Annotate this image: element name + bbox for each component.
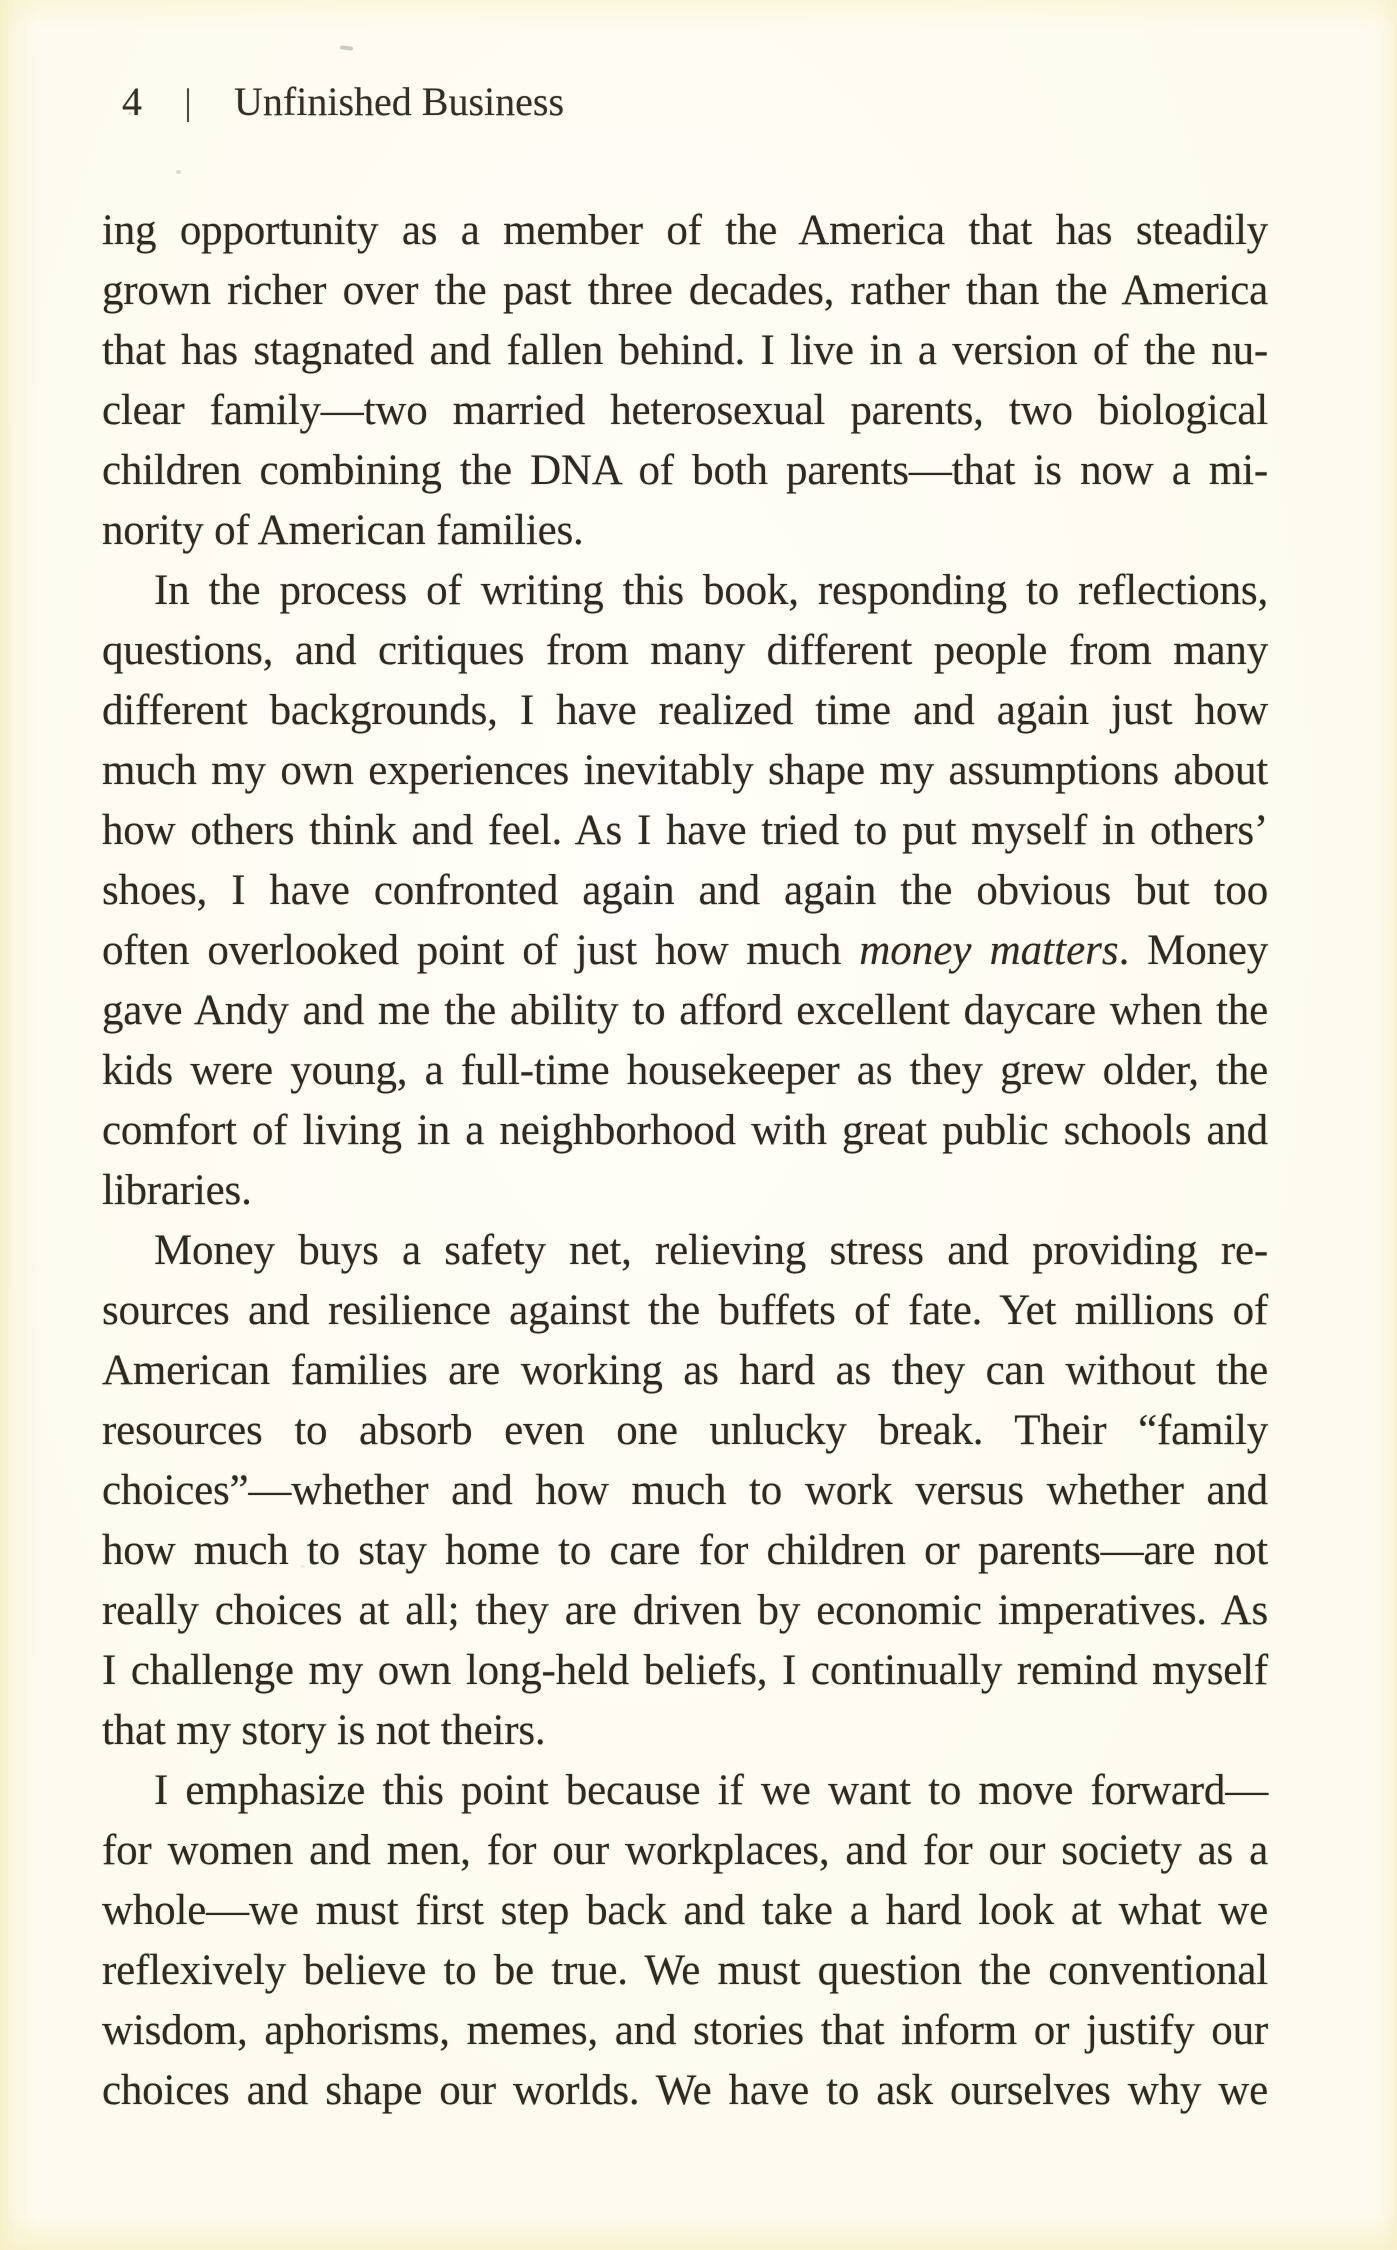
scan-speck <box>176 170 181 174</box>
header-separator: | <box>184 80 193 123</box>
text-line: sources and resilience against the buffets of fate. Yet millions of <box>102 1287 1268 1334</box>
text-line: resources to absorb even one unlucky break. Their “family <box>102 1407 1268 1454</box>
text-line: clear family—two married heterosexual parents, two biological <box>102 387 1268 434</box>
scan-speck <box>128 112 132 115</box>
emphasized-text: money matters <box>859 927 1119 974</box>
scan-speck <box>340 45 353 51</box>
text-line: grown richer over the past three decades, rather than the America <box>102 267 1268 314</box>
text-line: American families are working as hard as they can without the <box>102 1347 1268 1394</box>
text-segment: . Money <box>1118 927 1269 974</box>
text-line: whole—we must first step back and take a hard look at what we <box>102 1887 1268 1934</box>
text-line: questions, and critiques from many different people from many <box>102 627 1268 674</box>
text-line: shoes, I have confronted again and again the obvious but too <box>102 867 1268 914</box>
running-title: Unfinished Business <box>234 79 565 124</box>
text-line: comfort of living in a neighborhood with great public schools and <box>102 1107 1268 1154</box>
text-line: libraries. <box>102 1167 252 1214</box>
text-segment: often overlooked point of just how much <box>102 927 860 974</box>
text-line: kids were young, a full-time housekeeper as they grew older, the <box>102 1047 1268 1094</box>
text-line: In the process of writing this book, responding to reflections, <box>154 567 1268 614</box>
text-line: reflexively believe to be true. We must question the conventional <box>102 1947 1268 1994</box>
text-line: choices”—whether and how much to work versus whether and <box>102 1467 1268 1514</box>
text-line: gave Andy and me the ability to afford excellent daycare when the <box>102 987 1268 1034</box>
text-line: children combining the DNA of both parents—that is now a mi- <box>102 447 1268 494</box>
text-line: wisdom, aphorisms, memes, and stories that inform or justify our <box>102 2007 1268 2054</box>
scan-speck <box>300 1565 305 1568</box>
body-text <box>102 201 1268 2121</box>
text-line <box>102 921 1268 981</box>
text-line: choices and shape our worlds. We have to ask ourselves why we <box>102 2067 1268 2114</box>
page-number: 4 <box>122 79 142 124</box>
text-line: ing opportunity as a member of the America that has steadily <box>102 207 1268 254</box>
text-line: different backgrounds, I have realized time and again just how <box>102 687 1268 734</box>
running-header <box>122 80 564 124</box>
text-line: that has stagnated and fallen behind. I live in a version of the nu- <box>102 327 1268 374</box>
text-line: Money buys a safety net, relieving stress and providing re- <box>154 1227 1268 1274</box>
text-line: for women and men, for our workplaces, and for our society as a <box>102 1827 1268 1874</box>
text-line: that my story is not theirs. <box>102 1707 546 1754</box>
text-line: I challenge my own long-held beliefs, I continually remind myself <box>102 1647 1268 1694</box>
text-line: how much to stay home to care for children or parents—are not <box>102 1527 1268 1574</box>
text-line: nority of American families. <box>102 507 584 554</box>
text-line: much my own experiences inevitably shape my assumptions about <box>102 747 1268 794</box>
text-line: how others think and feel. As I have tried to put myself in others’ <box>102 807 1268 854</box>
text-line: I emphasize this point because if we want to move forward— <box>154 1767 1268 1814</box>
text-line: really choices at all; they are driven by economic imperatives. As <box>102 1587 1268 1634</box>
